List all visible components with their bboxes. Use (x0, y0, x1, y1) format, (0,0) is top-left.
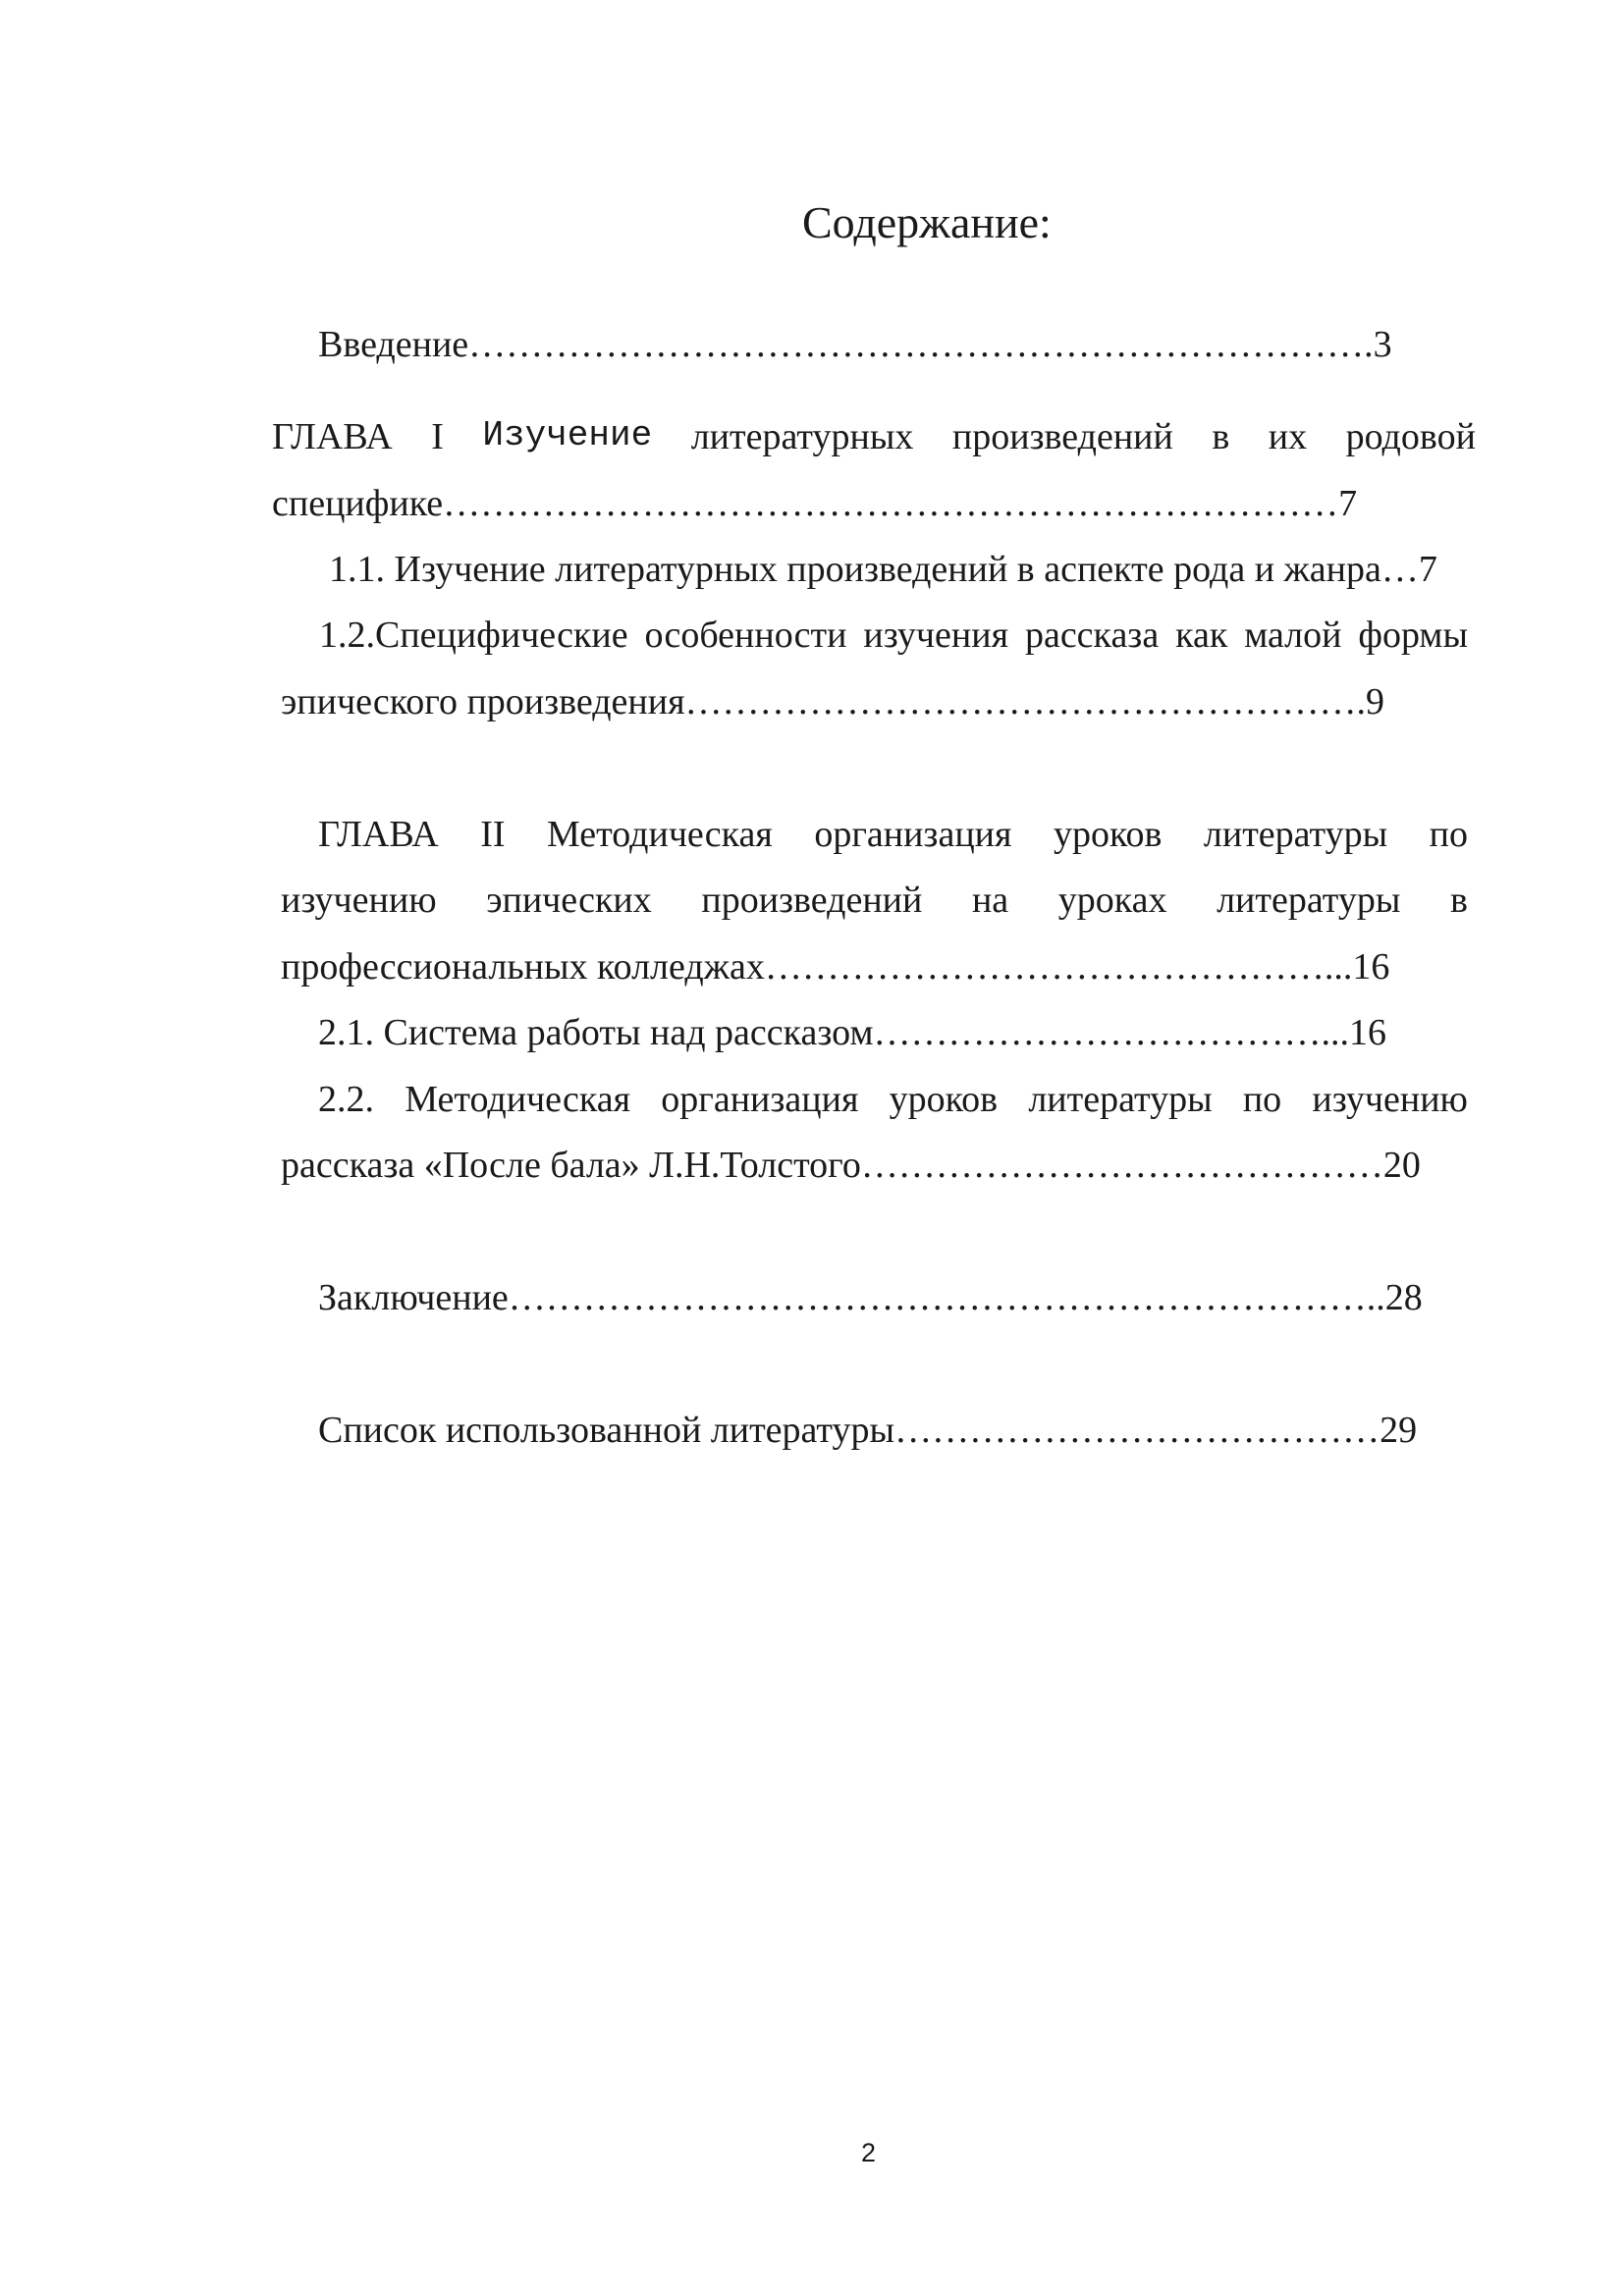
word: в (1212, 416, 1230, 457)
toc-chapter-2-line-2 (281, 881, 1468, 919)
word: изучению (1312, 1079, 1468, 1120)
toc-chapter-2-line-1 (318, 816, 1468, 853)
toc-entry-section-1-1: 1.1. Изучение литературных произведений в аспекте рода и жанра…7 (329, 549, 1437, 590)
word: особенности (644, 614, 847, 656)
word: 1.2.Специфические (319, 614, 628, 656)
word: по (1429, 814, 1468, 855)
word: в (1449, 880, 1468, 921)
word: Изучение (482, 415, 653, 455)
word: литературных (690, 416, 914, 457)
word: эпических (486, 880, 652, 921)
page-number: 2 (861, 2138, 877, 2167)
toc-entry-conclusion: Заключение……………………………………………………………..28 (318, 1277, 1423, 1318)
word: II (480, 814, 506, 855)
word: Методическая (546, 814, 773, 855)
toc-section-2-2-line-2: рассказа «После бала» Л.Н.Толстого……………………………………20 (281, 1145, 1421, 1186)
word: как (1175, 614, 1228, 656)
word: Методическая (405, 1079, 631, 1120)
toc-entry-section-2-1: 2.1. Система работы над рассказом………………………………...16 (318, 1012, 1387, 1053)
word: уроков (1053, 814, 1163, 855)
word: организация (661, 1079, 859, 1120)
word: литературы (1217, 880, 1401, 921)
word: I (431, 416, 444, 457)
toc-entry-references: Список использованной литературы…………………………………29 (318, 1410, 1418, 1451)
word: малой (1244, 614, 1342, 656)
toc-section-1-2-line-2: эпического произведения……………………………………………….9 (281, 681, 1385, 722)
word: произведений (951, 416, 1173, 457)
word: родовой (1345, 416, 1476, 457)
word: ГЛАВА (272, 416, 393, 457)
word: уроках (1057, 880, 1167, 921)
word: формы (1358, 614, 1468, 656)
toc-chapter-1-line-2: специфике………………………………………………………………7 (272, 483, 1358, 524)
word: ГЛАВА (318, 814, 439, 855)
word: по (1242, 1079, 1282, 1120)
word: уроков (889, 1079, 999, 1120)
word: произведений (701, 880, 923, 921)
toc-chapter-1-line-1 (272, 415, 1476, 457)
word: 2.2. (318, 1079, 374, 1120)
word: рассказа (1024, 614, 1160, 656)
toc-chapter-2-line-3: профессиональных колледжах………………………………………...16 (281, 946, 1390, 988)
toc-section-2-2-line-1 (318, 1081, 1468, 1118)
word: их (1268, 416, 1308, 457)
word: литературы (1203, 814, 1388, 855)
toc-entry-intro: Введение……………………………………………………………….3 (318, 324, 1392, 365)
toc-title: Содержание: (802, 197, 1052, 247)
word: изучению (281, 880, 437, 921)
word: на (971, 880, 1009, 921)
toc-section-1-2-line-1 (319, 616, 1468, 654)
word: литературы (1028, 1079, 1213, 1120)
word: изучения (863, 614, 1009, 656)
word: организация (814, 814, 1012, 855)
